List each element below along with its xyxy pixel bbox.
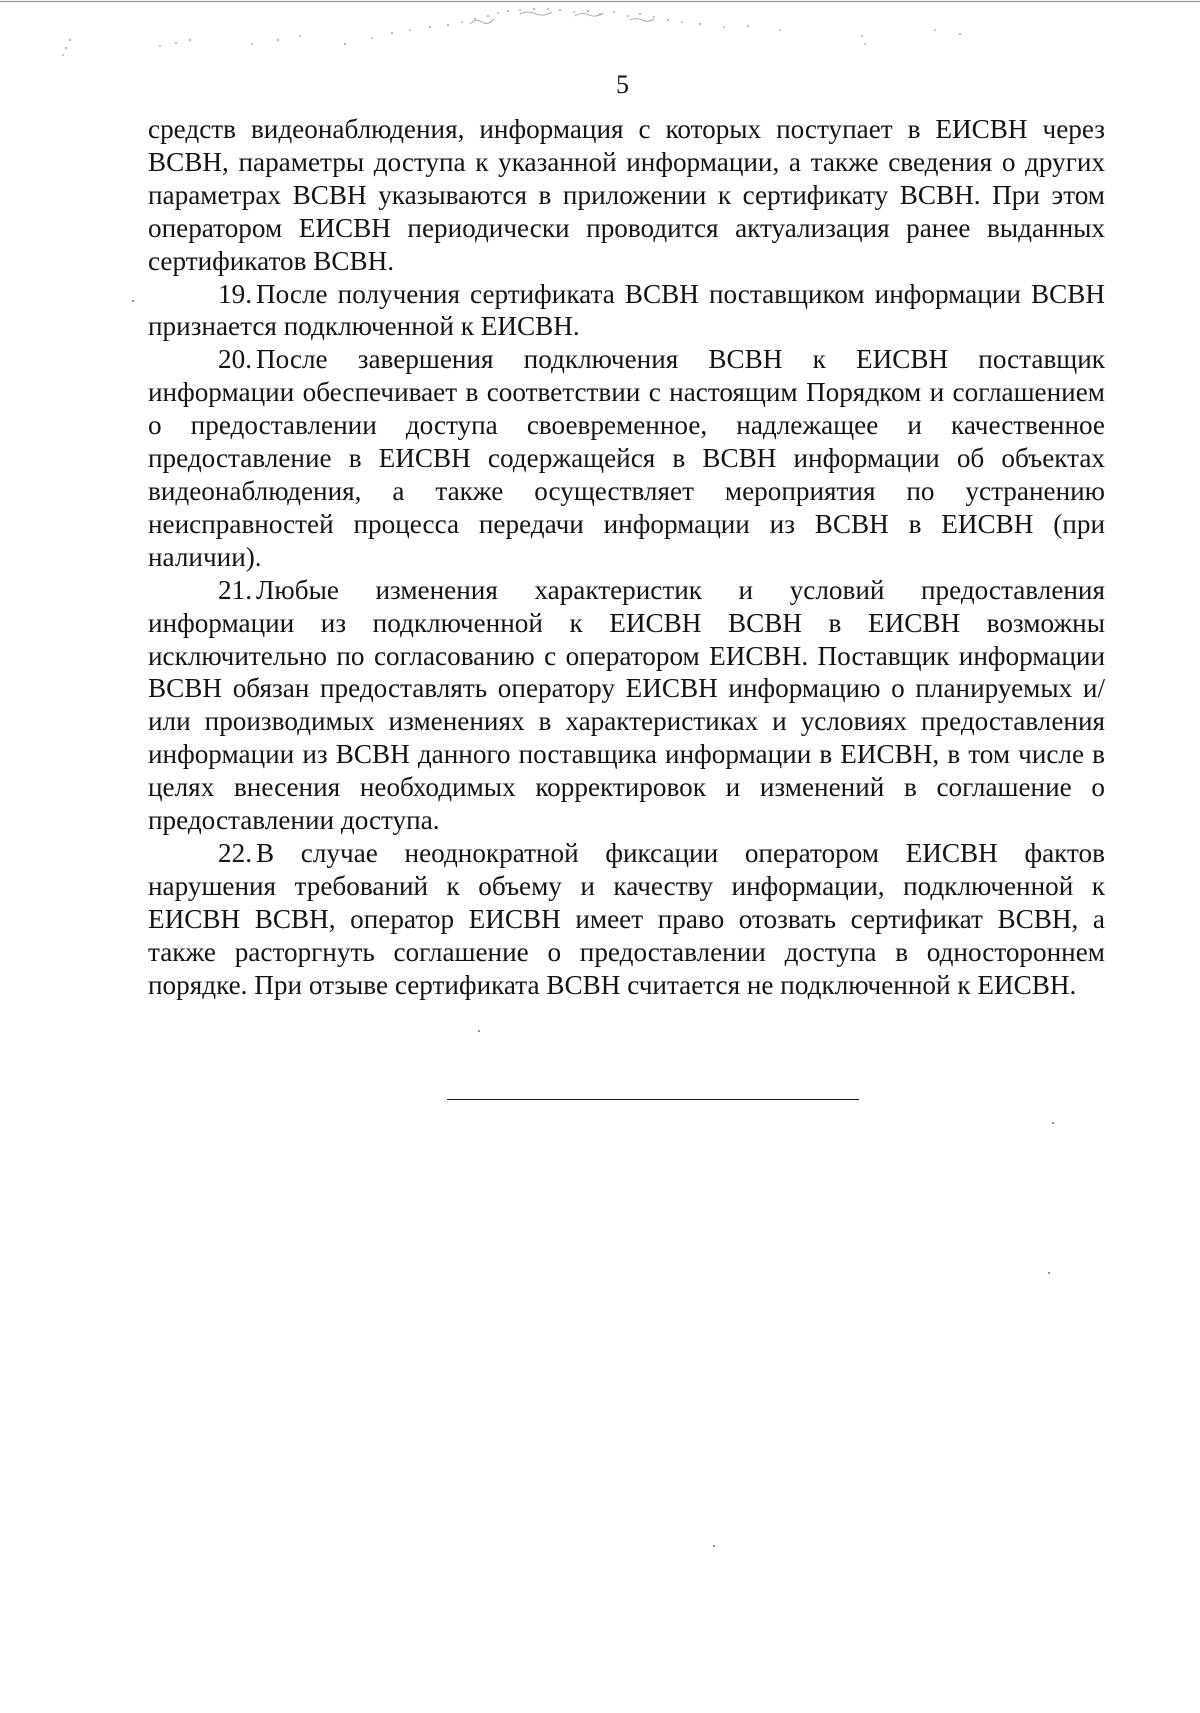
paragraph-text: После получения сертификата ВСВН поставщиком информации ВСВН признается подключенной к ЕИСВН. bbox=[148, 278, 1105, 342]
paragraph-number: 21. bbox=[218, 574, 252, 605]
scan-speck bbox=[1052, 1122, 1054, 1124]
paragraph-text: В случае неоднократной фиксации оператором ЕИСВН фактов нарушения требований к объему и качеству информации, подключенной к ЕИСВН ВСВН, оператор ЕИСВН имеет право отозвать сертификат ВСВН, а также расторгнуть соглашение о предоставлении доступа в одностороннем порядке. При отзыве сертификата ВСВН считается не подключенной к ЕИСВН. bbox=[148, 837, 1105, 1000]
paragraph-text: После завершения подключения ВСВН к ЕИСВН поставщик информации обеспечивает в соответствии с настоящим Порядком и соглашением о предоставлении доступа своевременное, надлежащее и качественное предоставление в ЕИСВН содержащейся в ВСВН информации об объектах видеонаблюдения, а также осуществляет мероприятия по устранению неисправностей процесса передачи информации из ВСВН в ЕИСВН (при наличии). bbox=[148, 344, 1105, 572]
document-body bbox=[148, 113, 1105, 1001]
paragraph-number: 20. bbox=[218, 344, 252, 375]
paragraph-continuation bbox=[148, 113, 1105, 278]
scan-speck bbox=[132, 300, 134, 302]
paragraph-20 bbox=[148, 343, 1105, 573]
scan-speck bbox=[1048, 1272, 1050, 1274]
scan-noise-top bbox=[0, 0, 1200, 60]
paragraph-number: 22. bbox=[218, 837, 252, 868]
paragraph-text: Любые изменения характеристик и условий предоставления информации из подключенной к ЕИСВН ВСВН в ЕИСВН возможны исключительно по согласованию с оператором ЕИСВН. Поставщик информации ВСВН обязан предоставлять оператору ЕИСВН информацию о планируемых и/или производимых изменениях в характеристиках и условиях предоставления информации из ВСВН данного поставщика информации в ЕИСВН, в том числе в целях внесения необходимых корректировок и изменений в соглашение о предоставлении доступа. bbox=[148, 574, 1105, 836]
scan-speck bbox=[713, 1545, 715, 1547]
paragraph-text: средств видеонаблюдения, информация с которых поступает в ЕИСВН через ВСВН, параметры доступа к указанной информации, а также сведения о других параметрах ВСВН указываются в приложении к сертификату ВСВН. При этом оператором ЕИСВН периодически проводится актуализация ранее выданных сертификатов ВСВН. bbox=[148, 114, 1105, 276]
paragraph-number: 19. bbox=[218, 278, 252, 309]
paragraph-22 bbox=[148, 837, 1105, 1002]
end-of-document-rule bbox=[447, 1099, 859, 1100]
paragraph-19 bbox=[148, 278, 1105, 344]
page-number: 5 bbox=[616, 70, 629, 99]
scan-speck bbox=[478, 1030, 480, 1032]
paragraph-21 bbox=[148, 574, 1105, 837]
